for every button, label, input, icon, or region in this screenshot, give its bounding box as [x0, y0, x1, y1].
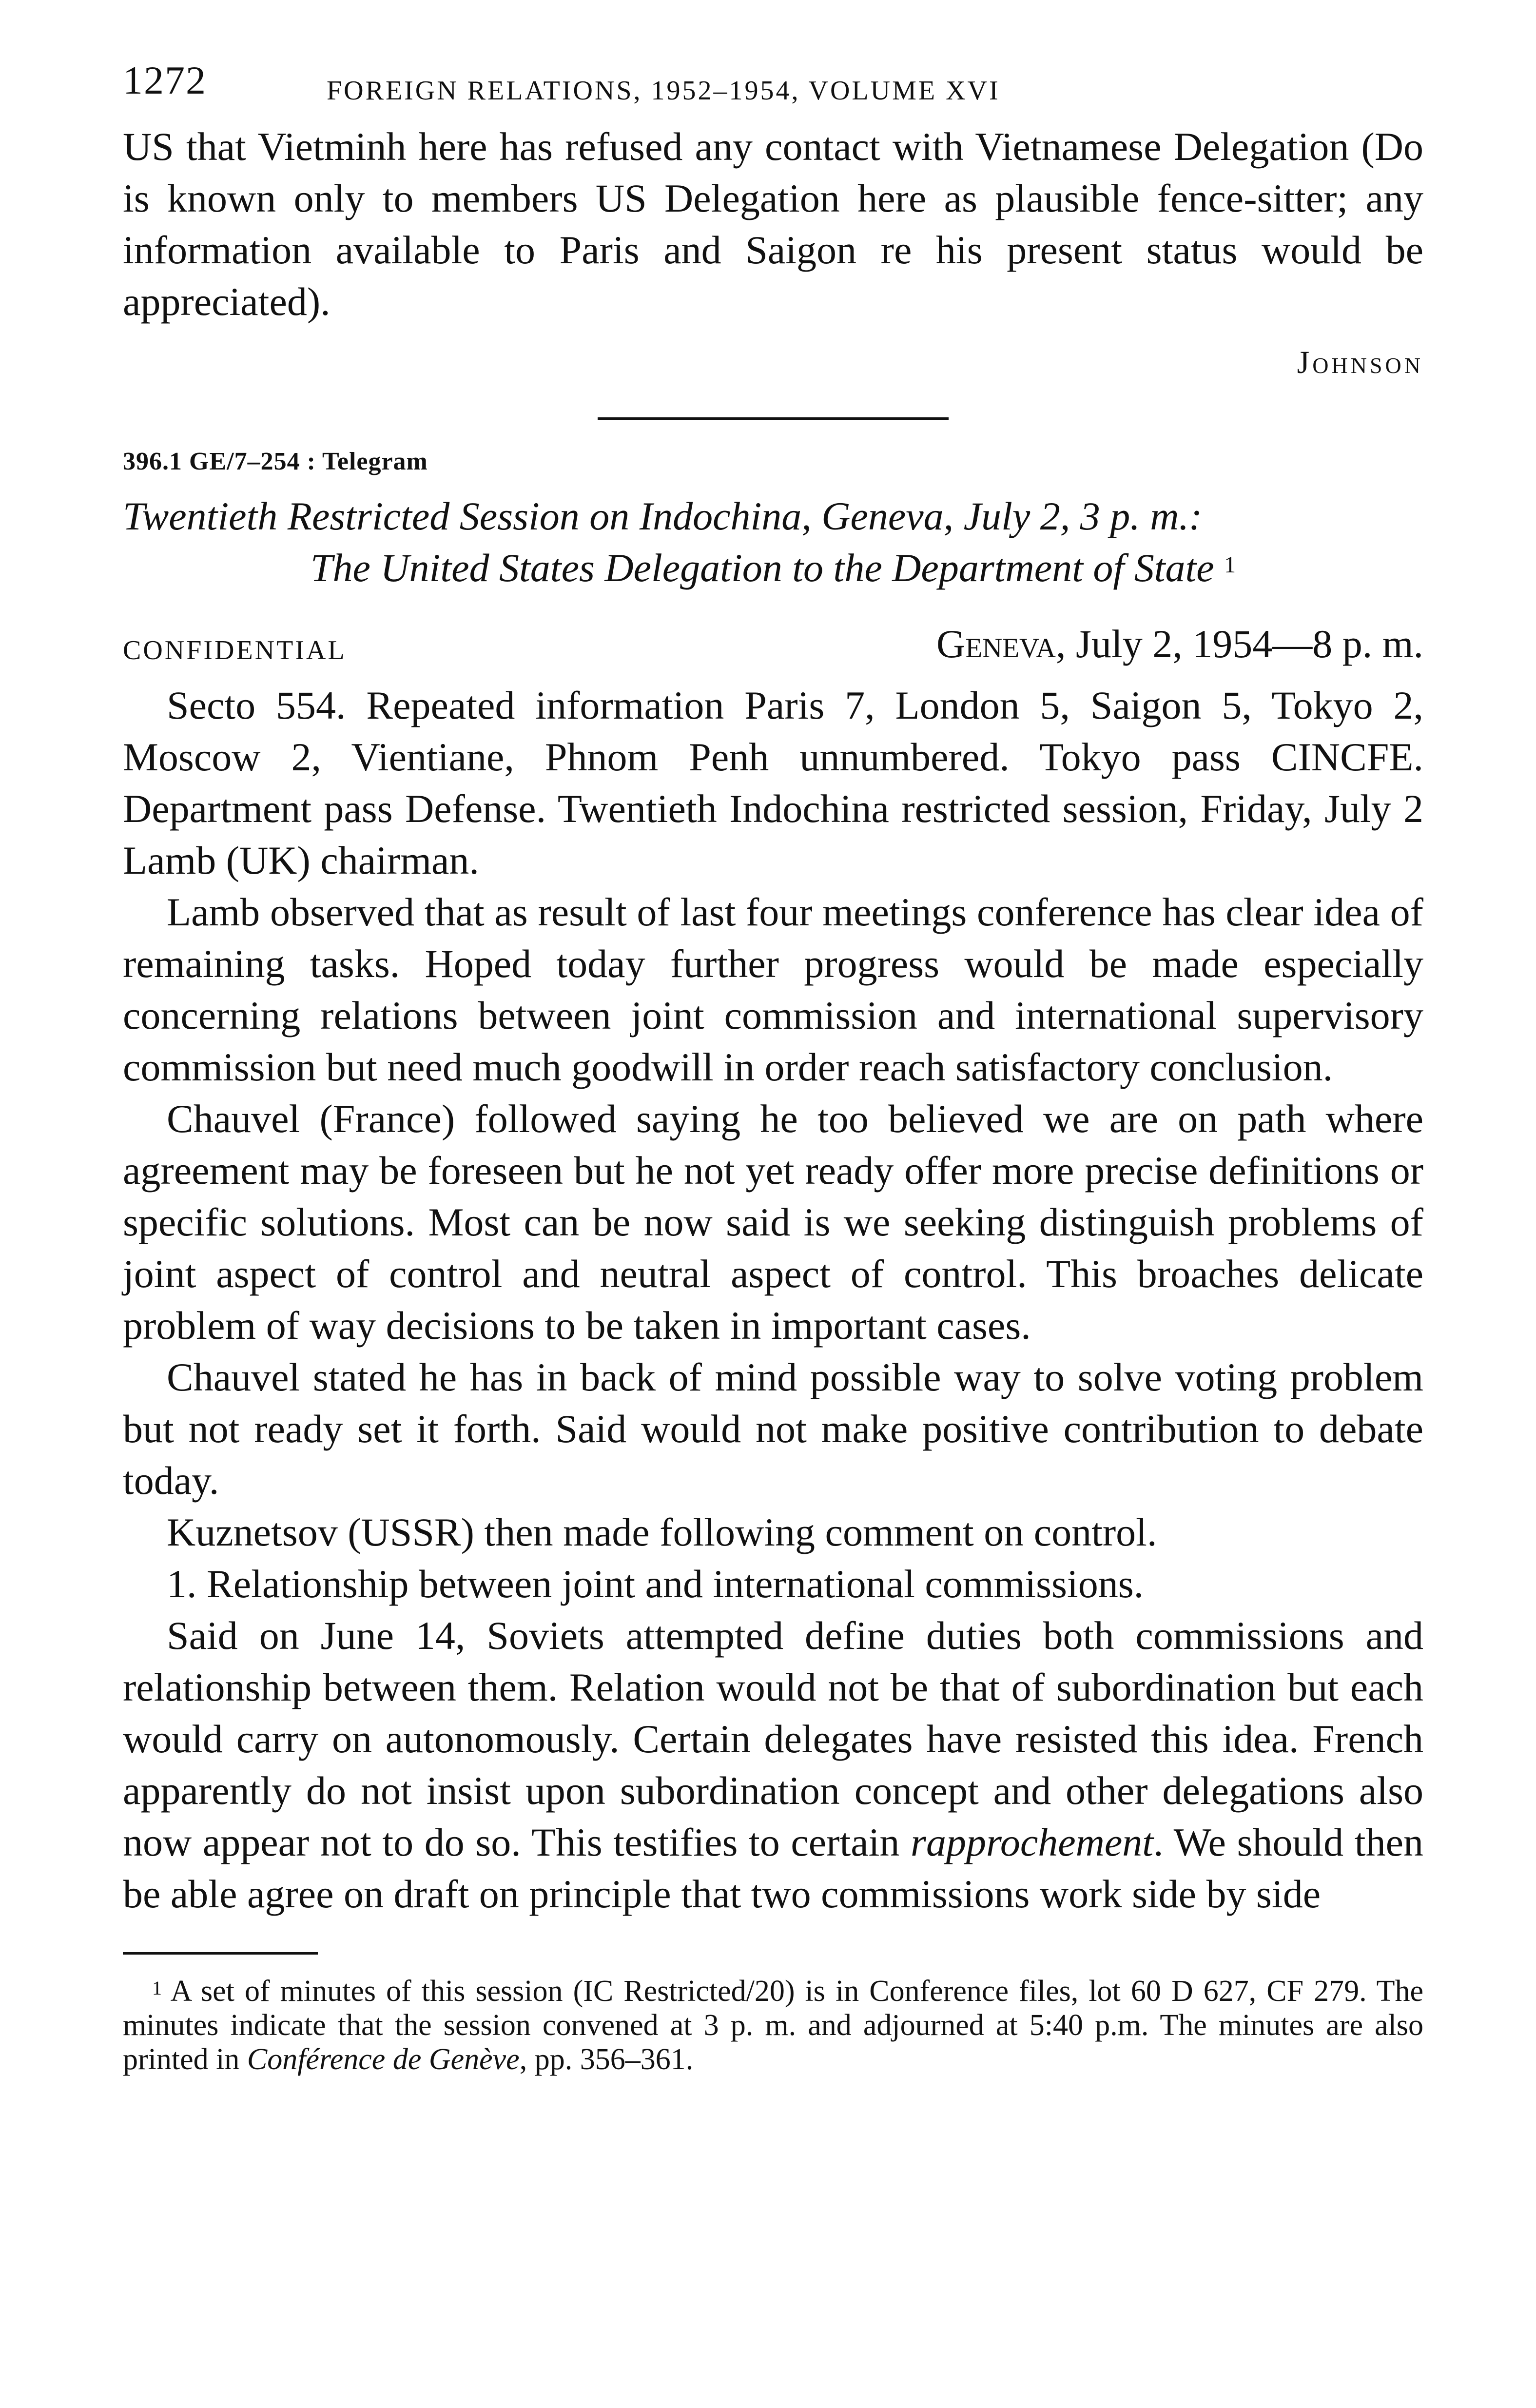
place-date	[936, 621, 1423, 667]
footnote	[123, 1974, 1423, 2076]
dateline	[123, 621, 1423, 680]
heading-line-1: Twentieth Restricted Session on Indochina, Geneva, July 2, 3 p. m.:	[123, 494, 1203, 538]
section-divider	[598, 417, 949, 420]
footnote-text-1: A set of minutes of this session (IC Restricted/20) is in Conference files, lot 60 D 627, CF 279. The minutes indicate that the session convened at 3 p. m. and adjourned at 5:40 p.m. The minutes are also printed in	[123, 1975, 1423, 2076]
paragraph-7-part-1: Said on June 14, Soviets attempted define duties both commissions and relationship between them. Relation would not be that of subordination but each would carry on autonomously. Certain delegates have resisted this idea. French apparently do not insist upon subordination concept and other delegations also now appear not to do so. This testifies to certain	[123, 1613, 1423, 1864]
file-reference: 396.1 GE/7–254 : Telegram	[123, 448, 428, 475]
footnote-italic: Conférence de Genève	[247, 2043, 520, 2076]
running-title: FOREIGN RELATIONS, 1952–1954, VOLUME XVI	[327, 76, 1000, 106]
document-heading	[123, 490, 1423, 594]
paragraph-7	[123, 1610, 1423, 1920]
footnote-text-2: , pp. 356–361.	[519, 2043, 694, 2076]
paragraph-1: Secto 554. Repeated information Paris 7, London 5, Saigon 5, Tokyo 2, Moscow 2, Vientiane, Phnom Penh unnumbered. Tokyo pass CINCFE. Department pass Defense. Twentieth Indochina restricted session, Friday, July 2 Lamb (UK) chairman.	[123, 683, 1423, 882]
classification: CONFIDENTIAL	[123, 635, 347, 666]
paragraph-3: Chauvel (France) followed saying he too believed we are on path where agreement may be foreseen but he not yet ready offer more precise definitions or specific solutions. Most can be now said is we seeking distinguish problems of joint aspect of control and neutral aspect of control. This broaches delicate problem of way decisions to be taken in important cases.	[123, 1096, 1423, 1348]
heading-line-2-wrap	[123, 542, 1423, 594]
paragraph-6: 1. Relationship between joint and international commissions.	[167, 1562, 1144, 1606]
heading-line-2: The United States Delegation to the Department of State	[310, 546, 1214, 590]
date: , July 2, 1954—8 p. m.	[1056, 622, 1423, 666]
document-page	[123, 58, 1423, 2076]
page-number: 1272	[123, 58, 207, 102]
signature: Johnson	[1297, 345, 1423, 380]
heading-footnote-marker[interactable]: 1	[1224, 552, 1236, 578]
paragraph-5: Kuznetsov (USSR) then made following comment on control.	[167, 1510, 1157, 1554]
footnote-marker: 1	[152, 1977, 162, 1999]
footnote-divider	[123, 1952, 318, 1955]
running-head	[123, 58, 1423, 121]
place: Geneva	[936, 622, 1056, 666]
paragraph-7-italic: rapprochement	[911, 1820, 1154, 1864]
paragraph-2: Lamb observed that as result of last four meetings conference has clear idea of remaining tasks. Hoped today further progress would be made especially concerning relations between joint commission and international supervisory commission but need much goodwill in order reach satisfactory conclusion.	[123, 890, 1423, 1089]
paragraph-7-part-2: . We should then be able agree on draft on principle that two commissions work side by side	[123, 1820, 1423, 1916]
continued-paragraph: US that Vietminh here has refused any contact with Vietnamese Delegation (Do is known only to members US Delegation here as plausible fence-sitter; any information available to Paris and Saigon re his present status would be appreciated).	[123, 124, 1423, 324]
paragraph-4: Chauvel stated he has in back of mind possible way to solve voting problem but not ready set it forth. Said would not make positive contribution to debate today.	[123, 1355, 1423, 1503]
